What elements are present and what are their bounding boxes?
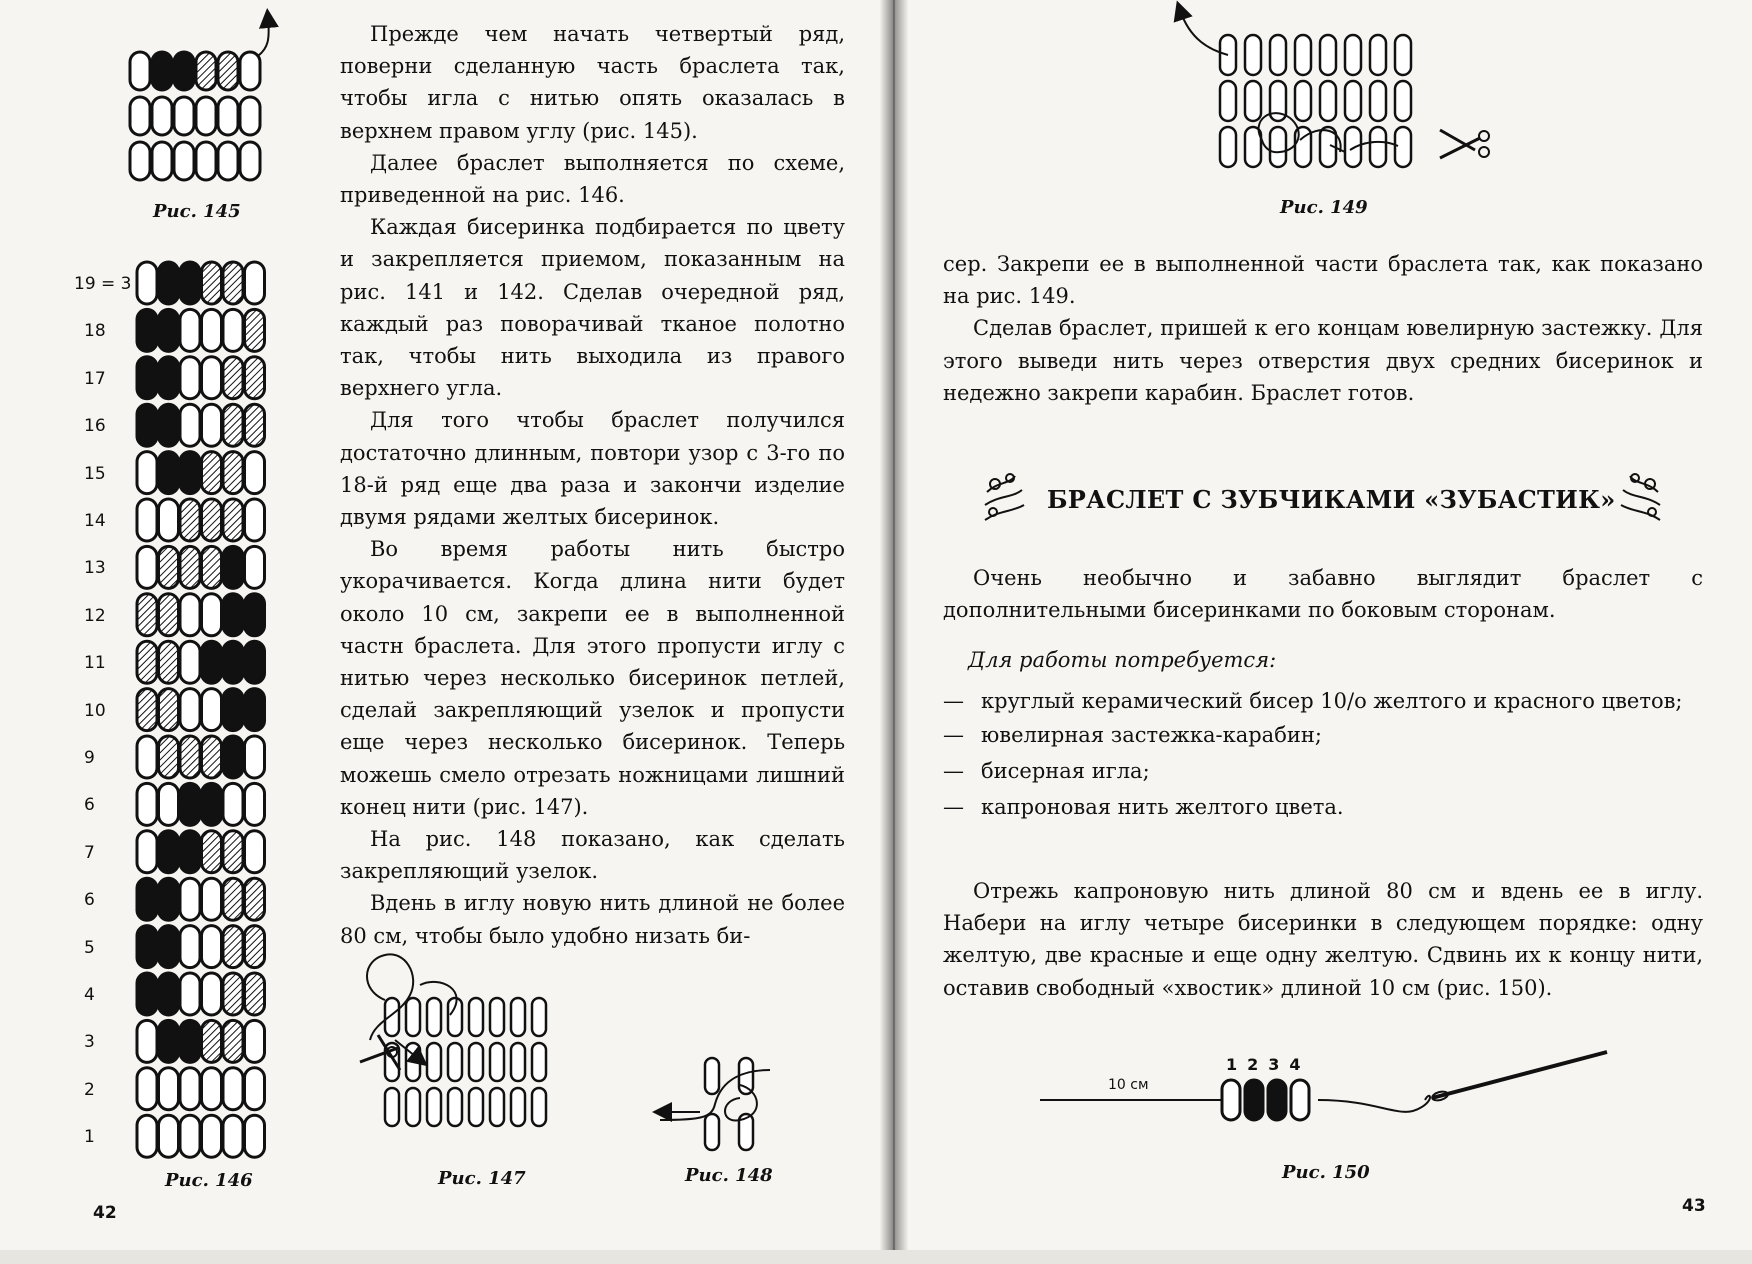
fig146-row-label: 14 — [84, 511, 106, 531]
bead-light — [240, 142, 260, 180]
bead-number: 3 — [1268, 1055, 1290, 1074]
bead-light — [223, 1068, 243, 1110]
bead-dark — [202, 641, 222, 683]
bead-light — [1395, 127, 1411, 167]
bead-light — [490, 1043, 504, 1081]
fig146-row-label: 17 — [84, 368, 106, 389]
bead-light — [180, 641, 200, 683]
bead-light — [448, 1088, 462, 1126]
bead-number: 4 — [1289, 1055, 1311, 1074]
final-text — [943, 875, 1703, 1004]
bead-light — [130, 97, 150, 135]
bead-light — [490, 998, 504, 1036]
fig146-row-label: 18 — [84, 321, 106, 342]
fig146-row-label: 13 — [84, 558, 106, 579]
bead-hatched — [180, 736, 200, 778]
bead-light — [130, 52, 150, 90]
bead-light — [1345, 35, 1361, 75]
bead-light — [1270, 127, 1286, 167]
bead-dark — [159, 309, 179, 351]
bead-hatched — [223, 357, 243, 399]
bead-light — [137, 262, 157, 304]
bead-light — [180, 1115, 200, 1157]
right-page-number: 43 — [1682, 1196, 1706, 1216]
bead-dark — [180, 452, 200, 494]
bead-light — [180, 594, 200, 636]
bead-light — [406, 1088, 420, 1126]
bead-dark — [159, 926, 179, 968]
bead-hatched — [245, 404, 265, 446]
bead-light — [1345, 81, 1361, 121]
right-paragraph-2: Сделав браслет, пришей к его концам ювелирную застежку. Для этого выведи нить через отверстия двух средних бисеринок и недежно закрепи карабин. Браслет готов. — [943, 316, 1703, 405]
needle-icon — [1432, 1052, 1607, 1098]
bead-light — [1245, 81, 1261, 121]
bead-light — [159, 499, 179, 541]
bead-light — [406, 1043, 420, 1081]
bead-light — [202, 309, 222, 351]
fig146-row-label: 11 — [84, 653, 106, 674]
bead-light — [245, 783, 265, 825]
bead-light — [1220, 127, 1236, 167]
bead-hatched — [223, 452, 243, 494]
fig146-row-label: 6 — [84, 795, 95, 816]
bead-dark — [223, 689, 243, 731]
bead-hatched — [202, 546, 222, 588]
bead-light — [1295, 81, 1311, 121]
left-paragraph-1: Прежде чем начать четвертый ряд, поверни сделанную часть браслета так, чтобы игла с нитью опять оказалась в верхнем правом углу (рис. 145). — [340, 22, 845, 143]
bead-light — [223, 309, 243, 351]
bead-light — [159, 783, 179, 825]
fig149-diagram — [1180, 10, 1489, 167]
bead-light — [245, 831, 265, 873]
bead-dark — [159, 262, 179, 304]
bead-dark — [223, 641, 243, 683]
bead-light — [511, 1043, 525, 1081]
bead-dark — [245, 689, 265, 731]
bead-hatched — [223, 499, 243, 541]
bead-light — [1370, 81, 1386, 121]
bead-hatched — [202, 452, 222, 494]
fig146-caption: Рис. 146 — [165, 1170, 253, 1191]
fig150-tail-label: 10 см — [1108, 1077, 1149, 1093]
fig146-row-label: 4 — [84, 985, 95, 1005]
bead-light — [1320, 81, 1336, 121]
bead-hatched — [159, 736, 179, 778]
requirement-text: капроновая нить желтого цвета. — [981, 795, 1344, 819]
bead-dark — [202, 783, 222, 825]
left-paragraph-7: Вдень в иглу новую нить длиной не более 80 см, чтобы было удобно низать би- — [340, 891, 845, 948]
fig146-row-label: 12 — [84, 605, 106, 626]
bead-light — [245, 452, 265, 494]
bead-light — [1345, 127, 1361, 167]
bead-dark — [180, 1020, 200, 1062]
bead-number: 1 — [1226, 1055, 1248, 1074]
fig146-row-label: 5 — [84, 937, 95, 958]
bead-light — [511, 998, 525, 1036]
bead-light — [532, 1088, 546, 1126]
requirement-item — [943, 791, 1703, 823]
bead-light — [705, 1058, 719, 1094]
fig148-diagram — [660, 1058, 770, 1150]
bead-light — [385, 998, 399, 1036]
bead-dark — [1245, 1080, 1263, 1120]
bead-light — [385, 1088, 399, 1126]
bead-light — [406, 998, 420, 1036]
bead-light — [245, 546, 265, 588]
bead-light — [180, 689, 200, 731]
bead-light — [1320, 35, 1336, 75]
bead-hatched — [223, 831, 243, 873]
list-dash: — — [943, 795, 964, 819]
bead-light — [1370, 35, 1386, 75]
bead-dark — [223, 546, 243, 588]
list-dash: — — [943, 723, 964, 747]
bead-light — [1220, 81, 1236, 121]
bead-light — [218, 142, 238, 180]
intro-text — [943, 562, 1703, 626]
fig146-row-label: 7 — [84, 842, 95, 863]
bead-hatched — [159, 594, 179, 636]
bead-hatched — [202, 736, 222, 778]
fig150-bead-numbers — [1226, 1055, 1311, 1074]
fig146-row-label: 2 — [84, 1079, 95, 1100]
bead-hatched — [202, 262, 222, 304]
bead-dark — [245, 594, 265, 636]
bead-light — [196, 97, 216, 135]
right-paragraph-1: сер. Закрепи ее в выполненной части браслета так, как показано на рис. 149. — [943, 252, 1703, 309]
requirement-item — [943, 755, 1703, 787]
bead-number: 2 — [1247, 1055, 1269, 1074]
left-paragraph-2: Далее браслет выполняется по схеме, приведенной на рис. 146. — [340, 150, 845, 208]
bead-light — [1295, 35, 1311, 75]
bead-dark — [223, 594, 243, 636]
bead-light — [1245, 35, 1261, 75]
bead-light — [490, 1088, 504, 1126]
fig146-row-label: 9 — [84, 748, 95, 768]
bead-light — [511, 1088, 525, 1126]
bead-hatched — [196, 52, 216, 90]
right-text-top — [943, 248, 1703, 409]
fig146-row-label: 6 — [84, 890, 95, 911]
bead-dark — [159, 973, 179, 1015]
bead-dark — [152, 52, 172, 90]
bead-light — [705, 1114, 719, 1150]
requirement-text: бисерная игла; — [981, 759, 1150, 783]
bead-light — [532, 1043, 546, 1081]
bead-light — [245, 1115, 265, 1157]
bead-hatched — [180, 546, 200, 588]
bead-light — [152, 97, 172, 135]
bead-light — [202, 878, 222, 920]
bead-dark — [174, 52, 194, 90]
ornament-left-icon — [985, 474, 1024, 520]
left-paragraph-4: Для того чтобы браслет получился достаточно длинным, повтори узор с 3-го по 18-й ряд еще два раза и закончи изделие двумя рядами желтых бисеринок. — [340, 408, 845, 530]
bead-light — [240, 97, 260, 135]
bead-hatched — [202, 1020, 222, 1062]
bead-light — [196, 142, 216, 180]
fig149-caption: Рис. 149 — [1280, 197, 1368, 218]
bead-hatched — [245, 357, 265, 399]
bead-light — [469, 1088, 483, 1126]
fig145-caption: Рис. 145 — [153, 201, 241, 222]
bead-hatched — [223, 404, 243, 446]
bead-light — [245, 262, 265, 304]
requirement-item — [943, 685, 1703, 717]
bead-hatched — [245, 973, 265, 1015]
bead-light — [739, 1058, 753, 1094]
bead-hatched — [245, 878, 265, 920]
bead-light — [130, 142, 150, 180]
bead-hatched — [223, 262, 243, 304]
bead-light — [202, 594, 222, 636]
fig146-row-label: 1 — [84, 1127, 95, 1148]
bead-hatched — [202, 831, 222, 873]
bead-light — [240, 52, 260, 90]
bead-light — [448, 998, 462, 1036]
left-text-column — [340, 18, 845, 952]
fig147-caption: Рис. 147 — [438, 1168, 526, 1189]
fig146-row-label: 3 — [84, 1032, 95, 1053]
fig146-row-label: 19 = 3 — [74, 274, 132, 294]
bead-light — [174, 97, 194, 135]
bead-light — [174, 142, 194, 180]
bead-light — [1395, 81, 1411, 121]
bead-dark — [1268, 1080, 1286, 1120]
bead-dark — [180, 262, 200, 304]
bead-dark — [159, 831, 179, 873]
bead-hatched — [159, 641, 179, 683]
left-paragraph-5: Во время работы нить быстро укорачивается. Когда длина нити будет около 10 см, закрепи ее в выполненной частн браслета. Для этого пропусти иглу с нитью через несколько бисеринок петлей, сделай закрепляющий узелок и пропусти еще через несколько бисеринок. Теперь можешь смело отрезать ножницами лишний конец нити (рис. 147). — [340, 537, 845, 819]
bead-dark — [159, 404, 179, 446]
bead-hatched — [245, 309, 265, 351]
bead-light — [180, 309, 200, 351]
bead-light — [1222, 1080, 1240, 1120]
bead-light — [469, 1043, 483, 1081]
fig146-row-label: 16 — [84, 416, 106, 437]
bead-light — [1370, 127, 1386, 167]
bead-light — [159, 1068, 179, 1110]
bead-hatched — [245, 926, 265, 968]
fig146-bead-pattern — [137, 262, 265, 1157]
requirements-title: Для работы потребуется: — [968, 648, 1277, 672]
bead-dark — [245, 641, 265, 683]
requirement-text: круглый керамический бисер 10/о желтого и красного цветов; — [981, 689, 1683, 713]
bead-light — [202, 357, 222, 399]
bead-hatched — [223, 878, 243, 920]
bead-hatched — [223, 926, 243, 968]
left-page-number: 42 — [93, 1203, 117, 1223]
bead-light — [180, 357, 200, 399]
bead-light — [245, 499, 265, 541]
fig150-caption: Рис. 150 — [1282, 1162, 1370, 1183]
bead-hatched — [223, 973, 243, 1015]
bead-hatched — [223, 1020, 243, 1062]
bead-light — [180, 926, 200, 968]
bead-light — [427, 998, 441, 1036]
bead-hatched — [180, 499, 200, 541]
bead-light — [427, 1043, 441, 1081]
bead-light — [448, 1043, 462, 1081]
fig145-bead-diagram — [130, 52, 260, 180]
bead-light — [180, 973, 200, 1015]
bead-light — [469, 998, 483, 1036]
fig148-caption: Рис. 148 — [685, 1165, 773, 1186]
left-paragraph-6: На рис. 148 показано, как сделать закрепляющий узелок. — [340, 827, 845, 884]
bead-hatched — [218, 52, 238, 90]
bead-light — [223, 1115, 243, 1157]
bead-light — [532, 998, 546, 1036]
left-paragraph-3: Каждая бисеринка подбирается по цвету и закрепляется приемом, показанным на рис. 141 и 142. Сделав очередной ряд, каждый раз поворачивай тканое полотно так, чтобы нить выходила из правого верхнего угла. — [340, 215, 845, 401]
bead-light — [202, 404, 222, 446]
bead-light — [202, 1115, 222, 1157]
bead-dark — [180, 831, 200, 873]
bead-dark — [159, 357, 179, 399]
ornament-right-icon — [1621, 474, 1660, 520]
bead-dark — [159, 1020, 179, 1062]
requirements-list — [943, 685, 1703, 823]
bead-light — [1270, 35, 1286, 75]
list-dash: — — [943, 689, 964, 713]
bead-light — [245, 1068, 265, 1110]
bead-light — [223, 783, 243, 825]
bead-light — [202, 973, 222, 1015]
bead-dark — [159, 452, 179, 494]
bead-hatched — [159, 689, 179, 731]
bead-dark — [180, 783, 200, 825]
bead-light — [245, 736, 265, 778]
bead-light — [427, 1088, 441, 1126]
bead-light — [180, 404, 200, 446]
fig146-row-label: 15 — [84, 463, 106, 484]
bead-hatched — [202, 499, 222, 541]
bead-light — [245, 1020, 265, 1062]
section-heading: БРАСЛЕТ С ЗУБЧИКАМИ «ЗУБАСТИК» — [1047, 485, 1616, 514]
bead-light — [218, 97, 238, 135]
bead-light — [152, 142, 172, 180]
bead-light — [1291, 1080, 1309, 1120]
list-dash: — — [943, 759, 964, 783]
bead-light — [202, 1068, 222, 1110]
bead-light — [1395, 35, 1411, 75]
bead-light — [202, 926, 222, 968]
bead-light — [159, 1115, 179, 1157]
bead-dark — [159, 878, 179, 920]
fig146-row-label: 10 — [84, 700, 106, 721]
bead-hatched — [159, 546, 179, 588]
bead-light — [180, 878, 200, 920]
requirement-text: ювелирная застежка-карабин; — [981, 723, 1322, 747]
bead-light — [202, 689, 222, 731]
bead-light — [180, 1068, 200, 1110]
intro-paragraph: Очень необычно и забавно выглядит браслет с дополнительными бисеринками по боковым сторонам. — [943, 566, 1703, 623]
final-paragraph: Отрежь капроновую нить длиной 80 см и вдень ее в иглу. Набери на иглу четыре бисеринки в следующем порядке: одну желтую, две красные и еще одну желтую. Сдвинь их к концу нити, оставив свободный «хвостик» длиной 10 см (рис. 150). — [943, 879, 1703, 1000]
fig147-diagram — [360, 954, 546, 1126]
fig145-thread-arrow — [258, 18, 269, 56]
scissors-icon-149 — [1440, 130, 1480, 158]
bead-dark — [223, 736, 243, 778]
requirement-item — [943, 719, 1703, 751]
